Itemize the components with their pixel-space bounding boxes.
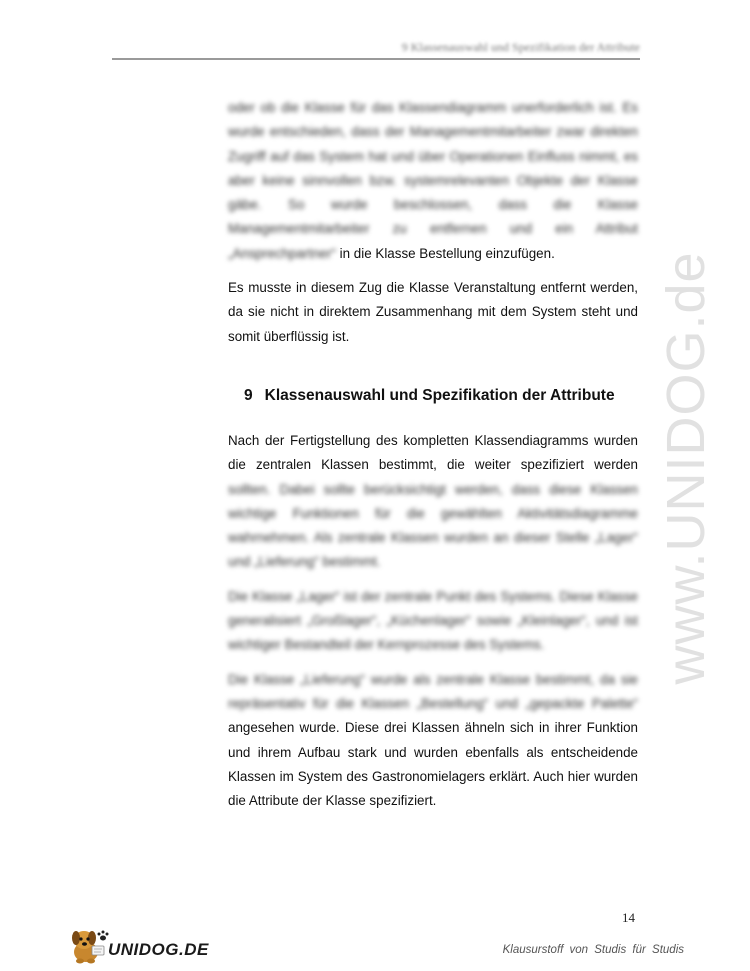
watermark: www.UNIDOG.de xyxy=(656,251,716,685)
paragraph-5-blurred: Die Klasse „Lieferung“ wurde als zentrale Klasse bestimmt, da sie repräsentativ für die Klassen „Bestellung“ und „gepackte Palette“ xyxy=(228,671,638,711)
page-body xyxy=(228,96,638,813)
page-number: 14 xyxy=(622,910,635,925)
paragraph-5 xyxy=(228,668,638,814)
paragraph-1 xyxy=(228,96,638,266)
section-title: Klassenauswahl und Spezifikation der Attribute xyxy=(264,387,615,404)
section-heading xyxy=(244,387,615,405)
paragraph-2: Es musste in diesem Zug die Klasse Veranstaltung entfernt werden, da sie nicht in direktem Zusammenhang mit dem System steht und somit überflüssig ist. xyxy=(228,280,638,344)
running-header-title: 9 Klassenauswahl und Spezifikation der Attribute xyxy=(401,40,640,54)
unidog-logo xyxy=(66,926,209,966)
paragraph-3-blurred: sollten. Dabei sollte berücksichtigt werden, dass diese Klassen wichtige Funktionen für die gewählten Aktivitätsdiagramme wahrnehmen. Als zentrale Klassen wurden an dieser Stelle „Lager“ und „Lieferung“ bestimmt. xyxy=(228,481,638,570)
paragraph-3 xyxy=(228,429,638,575)
paragraph-4: Die Klasse „Lager“ ist der zentrale Punkt des Systems. Diese Klasse generalisiert „Großlager“, „Küchenlager“ sowie „Kleinlager“, und ist wichtiger Bestandteil der Kernprozesse des Systems. xyxy=(228,588,638,653)
paragraph-1-blurred: oder ob die Klasse für das Klassendiagramm unerforderlich ist. Es wurde entschieden, dass der Managementmitarbeiter zwar direkten Zugriff auf das System hat und über Operationen Einfluss nimmt, es aber keine sinnvollen bzw. systemrelevanten Objekte der Klasse gäbe. So wurde beschlossen, dass die Klasse Managementmitarbeiter zu entfernen und ein Attribut „Ansprechpartner“ xyxy=(228,100,638,261)
paragraph-3-visible: Nach der Fertigstellung des kompletten Klassendiagramms wurden die zentralen Klassen bestimmt, die weiter spezifiziert werden xyxy=(228,432,638,473)
running-header xyxy=(112,38,640,60)
footer-tagline: Klausurstoff von Studis für Studis xyxy=(502,944,684,956)
dog-mascot-icon xyxy=(66,926,110,966)
paragraph-5-visible: angesehen wurde. Diese drei Klassen ähneln sich in ihrer Funktion und ihrem Aufbau stark und wurden ebenfalls als entscheidende Klassen im System des Gastronomielagers erklärt. Auch hier wurden die Attribute der Klasse spezifiziert. xyxy=(228,720,638,809)
section-number: 9 xyxy=(244,387,253,404)
logo-text: UNIDOG.DE xyxy=(108,940,209,959)
paragraph-1-visible: in die Klasse Bestellung einzufügen. xyxy=(339,245,555,261)
